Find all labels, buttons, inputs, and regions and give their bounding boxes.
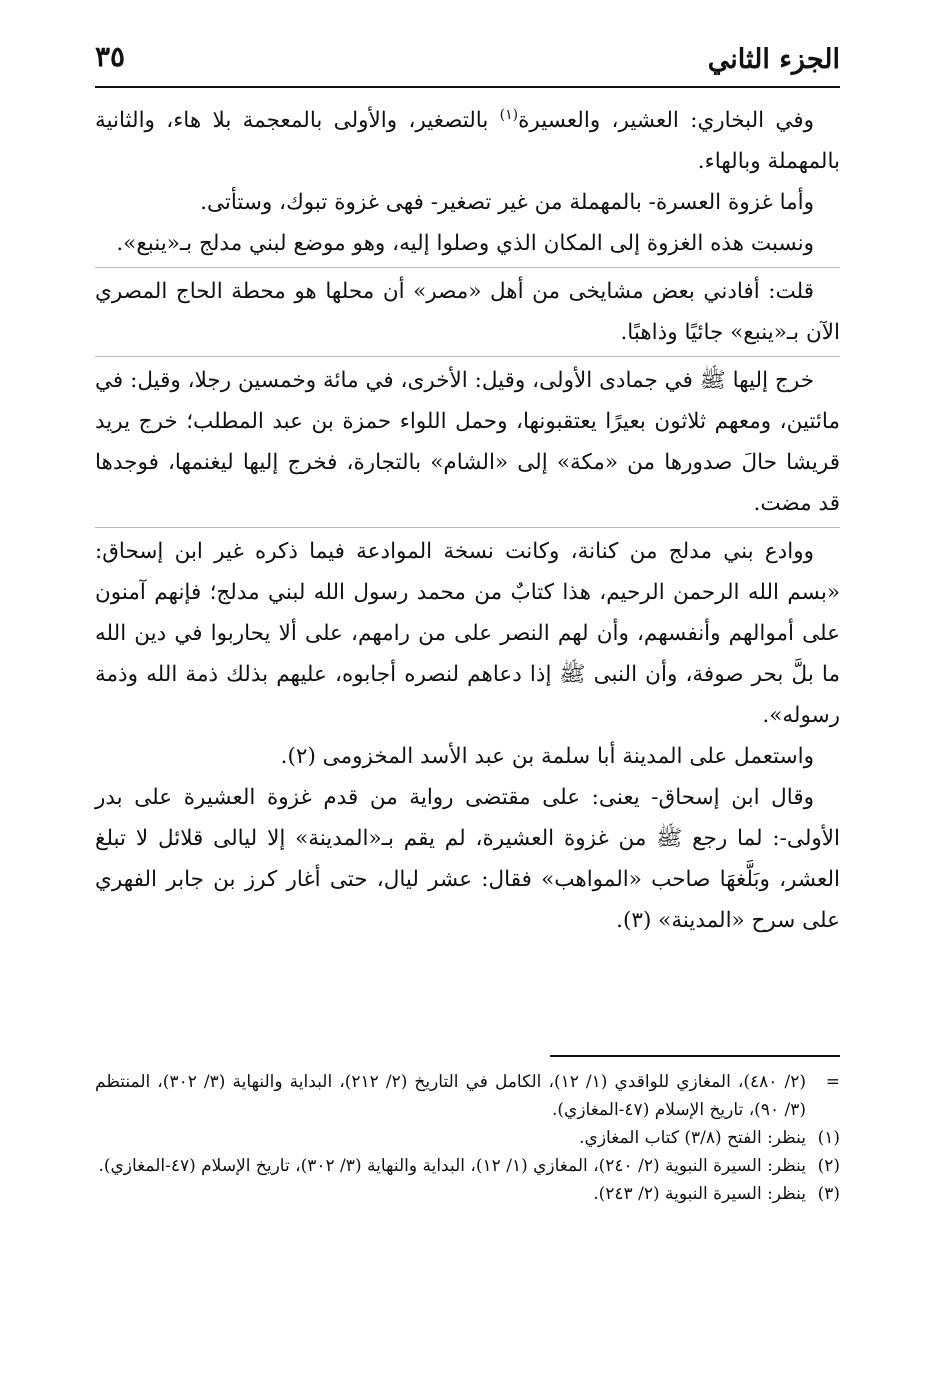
paragraph: ووادع بني مدلج من كنانة، وكانت نسخة الموادعة فيما ذكره غير ابن إسحاق: «بسم الله الرحمن الرحيم، هذا كتابٌ من محمد رسول الله لبني مدلج؛ فإنهم آمنون على أموالهم وأنفسهم، وأن لهم النصر على من رامهم، على ألا يحاربوا في دين الله ما بلَّ بحر صوفة، وأن النبى ﷺ إذا دعاهم لنصره أجابوه، عليهم بذلك ذمة الله وذمة رسوله». [95,527,840,736]
footnote-ref: (٣) [622,908,652,933]
footnote [95,1068,840,1124]
footnote-mark: (٣) [817,1184,840,1204]
main-text [95,100,840,941]
footnote-ref: (١) [499,106,519,123]
footnote [95,1124,840,1152]
footnote-ref: (٢) [287,744,316,769]
paragraph: وأما غزوة العسرة- بالمهملة من غير تصغير- فهى غزوة تبوك، وستأتى. [200,190,814,215]
page-number: ٣٥ [95,40,126,73]
footnote-text: ينظر: الفتح (٣/٨) كتاب المغازي. [579,1128,806,1148]
paragraph: وقال ابن إسحاق- يعنى: على مقتضى رواية من قدم غزوة العشيرة على بدر الأولى-: لما رجع ﷺ من غزوة العشيرة، لم يقم بـ«المدينة» إلا ليالى قلائل لا تبلغ العشر، وبَلَّغهَا صاحب «المواهب» فقال: عشر ليال، حتى أغار كرز بن جابر الفهري على سرح «المدينة» (٣). [95,785,840,933]
paragraph: ونسبت هذه الغزوة إلى المكان الذي وصلوا إليه، وهو موضع لبني مدلج بـ«ينبع». [116,231,814,256]
running-title: الجزء الثاني [707,44,840,75]
paragraph: خرج إليها ﷺ في جمادى الأولى، وقيل: الأخرى، في مائة وخمسين رجلا، وقيل: في مائتين، ومعهم ثلاثون بعيرًا يعتقبونها، وحمل اللواء حمزة بن عبد المطلب؛ خرج يريد قريشا حالَ صدورها من «مكة» إلى «الشام» بالتجارة، فخرج إليها ليغنمها، فوجدها قد مضت. [95,356,840,524]
footnote [95,1180,840,1208]
footnotes [95,1068,840,1208]
footnote-mark: (١) [817,1128,840,1148]
footnote-text: (٢/ ٤٨٠)، المغازي للواقدي (١/ ١٢)، الكامل في التاريخ (٢/ ٢١٢)، البداية والنهاية (٣/ ٣٠٢)، المنتظم (٣/ ٩٠)، تاريخ الإسلام (٤٧-المغازي). [95,1072,806,1120]
footnote-divider [550,1055,840,1057]
book-page [95,38,840,1338]
paragraph: وفي البخاري: العشير، والعسيرة$^{(١)}$ بالتصغير، والأولى بالمعجمة بلا هاء، والثانية بالمهملة وبالهاء. [95,106,840,174]
footnote-mark: = [825,1072,840,1092]
footnote-mark: (٢) [817,1156,840,1176]
footnote-text: ينظر: السيرة النبوية (٢/ ٢٤٠)، المغازي (١/ ١٢)، البداية والنهاية (٣/ ٣٠٢)، تاريخ الإسلام (٤٧-المغازي). [98,1156,806,1176]
paragraph: واستعمل على المدينة أبا سلمة بن عبد الأسد المخزومى (٢). [280,744,814,769]
footnote [95,1152,840,1180]
footnote-text: ينظر: السيرة النبوية (٢/ ٢٤٣). [593,1184,806,1204]
paragraph: قلت: أفادني بعض مشايخى من أهل «مصر» أن محلها هو محطة الحاج المصري الآن بـ«ينبع» جائيًا وذاهبًا. [95,267,840,353]
page-header [95,38,840,88]
